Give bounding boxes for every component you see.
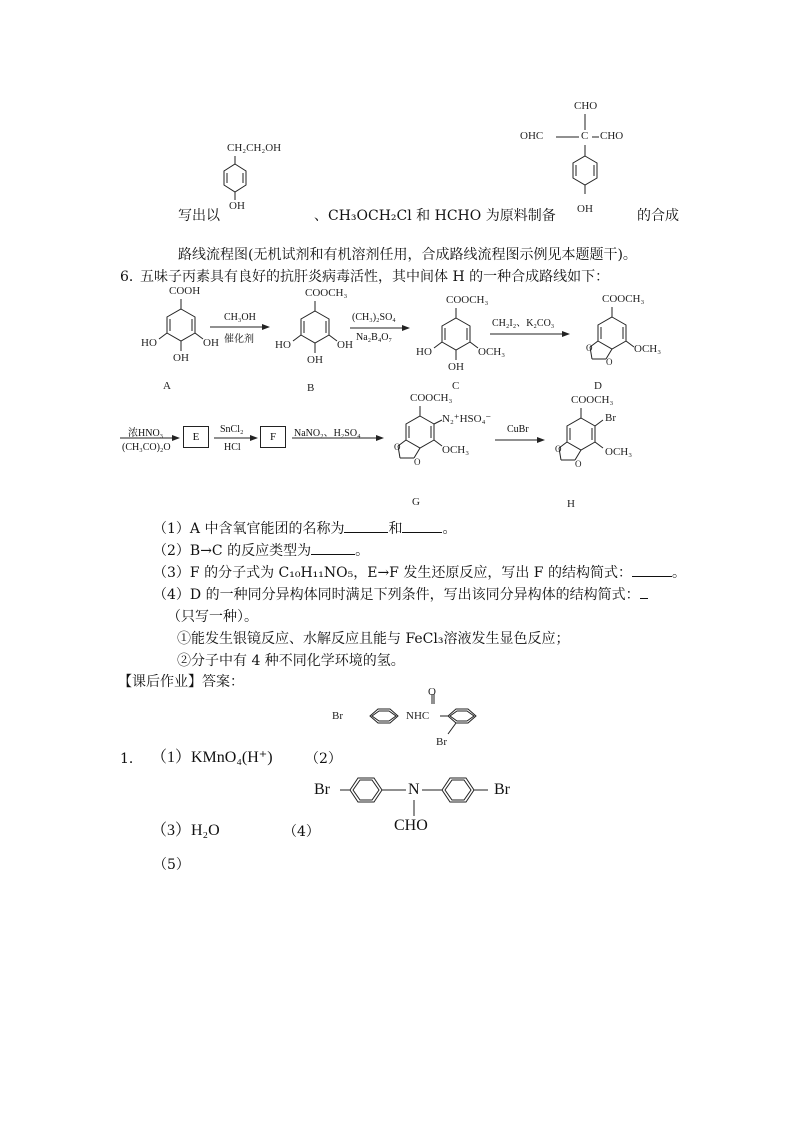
answer-struct-2-sub: Br — [436, 736, 447, 748]
answer-1-part3: （3）H₂O — [151, 822, 220, 839]
arrow-b-c-top: (CH₃)₂SO₄ — [352, 312, 396, 323]
answers-heading: 【课后作业】答案： — [118, 674, 244, 690]
svg-text:O: O — [414, 457, 421, 467]
compound-c-top: COOCH₃ — [446, 294, 489, 306]
compound-g-label: G — [412, 496, 420, 508]
answer-blank-1b[interactable] — [402, 520, 442, 533]
answer-struct-4-cho: CHO — [394, 817, 428, 834]
q6-sub4: （4）D 的一种同分异构体同时满足下列条件，写出该同分异构体的结构简式： — [153, 586, 648, 604]
answer-1-part2: （2） — [305, 751, 342, 767]
mol2-right-group: CHO — [600, 130, 624, 142]
answer-struct-2 — [328, 686, 498, 756]
compound-h-top: COOCH₃ — [571, 394, 614, 406]
q6-sub4-b: （只写一种）。 — [167, 609, 258, 625]
q6-cond1: ①能发生银镜反应、水解反应且能与 FeCl₃溶液发生显色反应； — [177, 631, 570, 647]
q5-text-end: 的合成 — [637, 208, 679, 224]
compound-g-top: COOCH₃ — [410, 392, 453, 404]
answer-struct-4-left: Br — [314, 781, 330, 798]
mol2-top-group: CHO — [574, 100, 598, 112]
svg-text:O: O — [555, 444, 562, 454]
compound-h-bottom: OCH₃ — [605, 446, 633, 458]
q5-text-materials: 、CH₃OCH₂Cl 和 HCHO 为原料制备 — [314, 208, 556, 224]
arrow-d-e — [120, 424, 180, 458]
mol1-bottom-group: OH — [229, 200, 245, 212]
compound-a-bottom: OH — [173, 352, 189, 364]
arrow-g-h — [495, 424, 545, 454]
answer-blank-4[interactable] — [640, 586, 648, 599]
arrow-e-f-top: SnCl₂ — [220, 424, 244, 435]
compound-h-label: H — [567, 498, 575, 510]
compound-d-label: D — [594, 380, 602, 392]
compound-g — [370, 390, 500, 520]
svg-text:O: O — [586, 343, 593, 353]
mol2-left-group: OHC — [520, 130, 544, 142]
compound-h-ring — [545, 392, 655, 502]
arrow-g-h-top: CuBr — [507, 424, 529, 435]
q6-number: 6． — [120, 269, 143, 285]
arrow-a-b-top: CH₃OH — [224, 312, 256, 323]
compound-a-right: OH — [203, 337, 219, 349]
arrow-b-c-bottom: Na₂B₄O₇ — [356, 332, 393, 343]
answer-blank-3[interactable] — [632, 564, 672, 577]
svg-text:O: O — [394, 442, 401, 452]
answer-1-part5: （5） — [153, 857, 190, 873]
answer-struct-2-link: NHC — [406, 710, 430, 722]
compound-h — [545, 392, 655, 522]
compound-b-left: HO — [275, 339, 291, 351]
svg-text:O: O — [606, 357, 613, 367]
mol-hydroxyphenylethanol — [205, 140, 315, 220]
q6-sub2: （2）B→C 的反应类型为 。 — [153, 543, 370, 559]
answer-struct-4-right: Br — [494, 781, 510, 798]
answer-blank-1a[interactable] — [344, 520, 388, 533]
answer-1-part1: （1）KMnO₄(H⁺) — [151, 749, 273, 766]
compound-a-left: HO — [141, 337, 157, 349]
compound-b-right: OH — [337, 339, 353, 351]
q6-intro: 五味子丙素具有良好的抗肝炎病毒活性，其中间体 H 的一种合成路线如下： — [140, 269, 610, 285]
arrow-d-e-bottom: (CH₃CO)₂O — [122, 442, 171, 453]
q6-sub3: （3）F 的分子式为 C₁₀H₁₁NO₅，E→F 发生还原反应，写出 F 的结构简式： 。 — [153, 565, 686, 581]
compound-b-top: COOCH₃ — [305, 287, 348, 299]
compound-a-top: COOH — [169, 285, 201, 297]
answer-struct-4 — [312, 772, 532, 842]
q6-sub1: （1）A 中含氧官能团的名称为 和 。 — [153, 521, 457, 537]
arrow-f-g-top: NaNO₂、H₂SO₄ — [294, 428, 361, 439]
svg-text:O: O — [575, 459, 582, 469]
q6-cond2: ②分子中有 4 种不同化学环境的氢。 — [177, 653, 405, 669]
arrow-e-f — [214, 424, 258, 458]
answer-struct-2-o: O — [428, 686, 436, 698]
q5-text-write: 写出以 — [178, 208, 220, 224]
arrow-b-c — [350, 312, 410, 346]
compound-b-label: B — [307, 382, 315, 394]
answer-struct-2-left: Br — [332, 710, 343, 722]
mol1-top-group: CH₂CH₂OH — [227, 142, 282, 154]
compound-c-right: OCH₃ — [478, 346, 506, 358]
arrow-c-d-top: CH₂I₂、K₂CO₃ — [492, 318, 555, 329]
mol2-bottom-group: OH — [577, 203, 593, 215]
compound-g-right: N₂⁺HSO₄⁻ — [442, 413, 492, 425]
arrow-c-d — [490, 312, 570, 342]
arrow-a-b-bottom: 催化剂 — [224, 334, 254, 345]
compound-e-box: E — [183, 426, 209, 448]
q5-line2: 路线流程图(无机试剂和有机溶剂任用，合成路线流程图示例见本题题干)。 — [178, 247, 637, 263]
compound-b-bottom: OH — [307, 354, 323, 366]
compound-g-ring — [370, 390, 500, 500]
compound-d-right: OCH₃ — [634, 343, 662, 355]
compound-h-right: Br — [605, 412, 616, 424]
compound-a-label: A — [163, 380, 171, 392]
compound-g-bottom: OCH₃ — [442, 444, 470, 456]
arrow-a-b — [210, 312, 270, 345]
answer-blank-2[interactable] — [311, 542, 355, 555]
mol2-center-atom: C — [581, 130, 589, 142]
answer-1-part4: （4） — [283, 824, 320, 840]
compound-f-box: F — [260, 426, 286, 448]
compound-c-left: HO — [416, 346, 432, 358]
compound-d-ring — [572, 285, 672, 380]
mol-tris-aldehyde — [520, 100, 650, 220]
compound-c-label: C — [452, 380, 460, 392]
compound-d — [572, 285, 672, 395]
arrow-e-f-bottom: HCl — [224, 442, 241, 453]
mol2-ring — [520, 100, 650, 220]
answer-struct-4-n: N — [408, 781, 420, 798]
answer-1-number: 1． — [120, 751, 143, 767]
compound-d-top: COOCH₃ — [602, 293, 645, 305]
compound-c-bottom: OH — [448, 361, 464, 373]
arrow-d-e-top: 浓HNO₃ — [128, 428, 164, 439]
